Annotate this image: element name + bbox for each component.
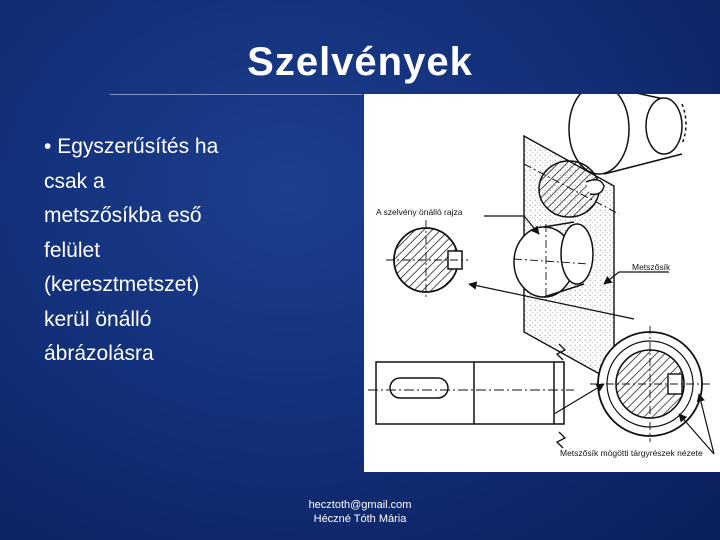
- footer-email: hecztoth@gmail.com: [308, 499, 412, 511]
- bullet-line-2: csak a: [44, 169, 105, 193]
- bullet-text-1: Egyszerűsítés ha: [57, 135, 219, 158]
- slide-title: Szelvények: [247, 40, 473, 84]
- bullet-line-4: felület: [44, 238, 101, 262]
- footer: [290, 498, 430, 526]
- bullet-line-3: metszősíkba eső: [44, 204, 202, 227]
- footer-author: Héczné Tóth Mária: [313, 513, 407, 525]
- label-cutting-plane: Metszősík: [632, 262, 671, 272]
- bullet-line-7: ábrázolásra: [44, 342, 154, 365]
- bullet-line-1: [44, 130, 284, 165]
- label-section-drawing: A szelvény önálló rajza: [376, 207, 463, 217]
- standalone-section: [386, 220, 468, 300]
- isometric-shaft: [569, 94, 686, 174]
- bullet-line-6: kerül önálló: [44, 307, 152, 331]
- front-view-shaft: [368, 344, 574, 448]
- bullet-block: [44, 130, 284, 372]
- section-drawing-svg: [364, 94, 720, 472]
- bullet-marker: •: [44, 135, 52, 158]
- technical-drawing: [364, 94, 720, 472]
- bullet-line-5: (keresztmetszet): [44, 273, 200, 296]
- title-underline: [110, 94, 362, 95]
- label-behind-plane: Metszősík mögötti tárgyrészek nézete: [560, 448, 703, 458]
